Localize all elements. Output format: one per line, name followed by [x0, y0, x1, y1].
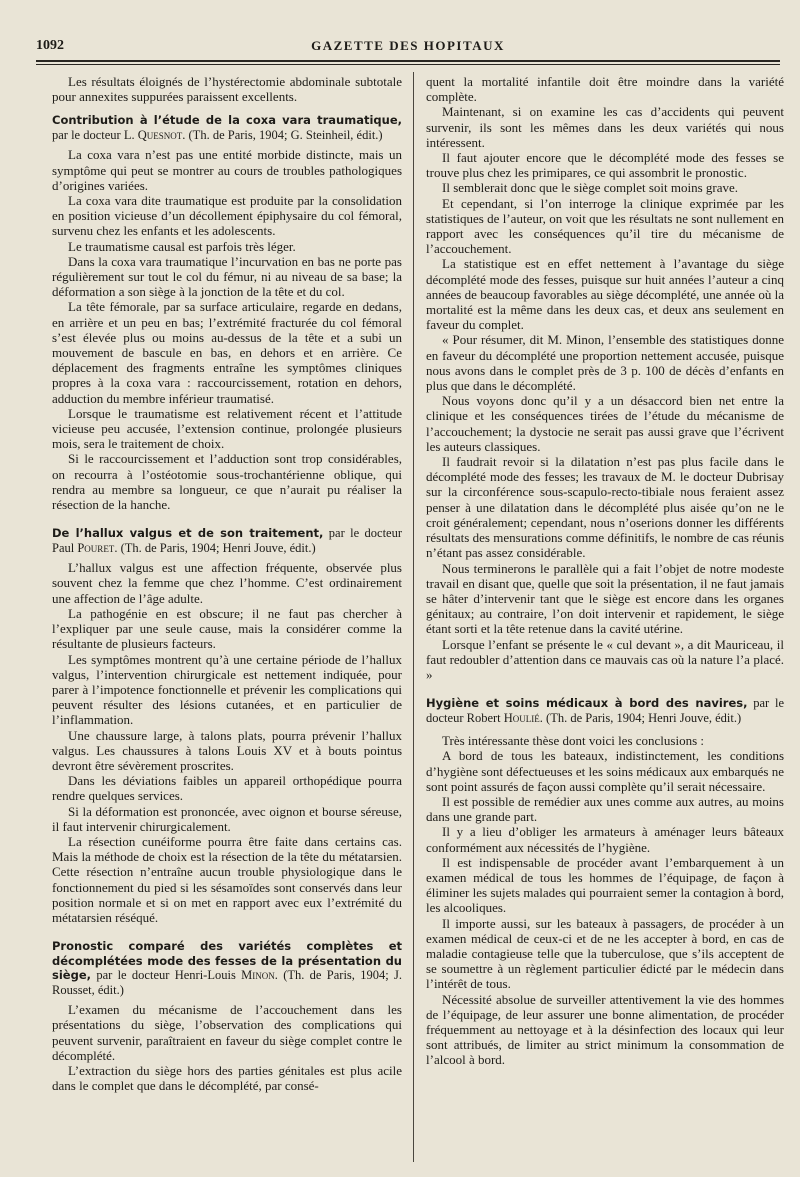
section-heading: Contribution à l’étude de la coxa vara traumatique, par le docteur L. Quesnot. (Th. de Paris, 1904; G. Steinheil, édit.)	[52, 113, 402, 142]
paragraph: Le traumatisme causal est parfois très léger.	[68, 238, 296, 254]
author-name: Houlié	[503, 710, 540, 725]
paragraph: Si la déformation est prononcée, avec oignon et bourse séreuse, il faut intervenir chirurgicalement.	[52, 803, 402, 834]
paragraph: La statistique est en effet nettement à l’avantage du siège décomplété mode des fesses, puisque sur huit années l’auteur a cinq années de beaucoup favorables au siège décomplété, une année où la mortalité est la même dans les deux cas, et deux ans seulement en faveur du complet.	[426, 256, 784, 333]
section-title: De l’hallux valgus et de son traitement,	[52, 526, 324, 541]
section-heading: De l’hallux valgus et de son traitement, par le docteur Paul Pouret. (Th. de Paris, 1904; Henri Jouve, édit.)	[52, 526, 402, 555]
page-number: 1092	[36, 38, 64, 53]
section-heading: Hygiène et soins médicaux à bord des navires, par le docteur Robert Houlié. (Th. de Paris, 1904; Henri Jouve, édit.)	[426, 696, 784, 725]
paragraph: Maintenant, si on examine les cas d’accidents qui peuvent survenir, ils sont les mêmes dans les deux variétés qui nous intéressent.	[426, 104, 784, 150]
paragraph: Lorsque le traumatisme est relativement récent et l’attitude vicieuse peu accusée, l’extension continue, prolongée plusieurs mois, sera le traitement de choix.	[52, 405, 402, 452]
section-title: Contribution à l’étude de la coxa vara traumatique,	[52, 113, 402, 128]
paragraph: Il importe aussi, sur les bateaux à passagers, de procéder à un examen médical de ceux-ci et de ne les accepter à bord, en cas de maladie contagieuse telle que la tuberculose, que s’ils acceptent de se soumettre à un règlement particulier édicté par le médecin dans l’intérêt de tous.	[426, 915, 784, 992]
paragraph: Très intéressante thèse dont voici les conclusions :	[442, 733, 705, 749]
journal-title: GAZETTE DES HOPITAUX	[311, 38, 505, 53]
paragraph: Lorsque l’enfant se présente le « cul devant », a dit Mauriceau, il faut redoubler d’attention dans ce mauvais cas où la nature l’a placé. »	[426, 636, 784, 682]
author-name: Quesnot	[137, 127, 183, 142]
paragraph: Et cependant, si l’on interroge la clinique exprimée par les statistiques de l’auteur, on voit que les résultats ne sont nullement en rapport avec les conséquences qu’il tire du mécanisme de l’accouchement.	[426, 195, 784, 257]
section-title: Hygiène et soins médicaux à bord des navires,	[426, 696, 748, 711]
paragraph: quent la mortalité infantile doit être moindre dans la variété complète.	[426, 74, 784, 105]
paragraph: Dans les déviations faibles un appareil orthopédique pourra rendre quelques services.	[52, 773, 402, 804]
section-heading: Pronostic comparé des variétés complètes et décomplétées mode des fesses de la présentation du siège, par le docteur Henri-Louis Minon. (Th. de Paris, 1904; J. Rousset, édit.)	[52, 939, 402, 997]
paragraph: A bord de tous les bateaux, indistinctement, les conditions d’hygiène sont défectueuses et les soins médicaux aux embarqués ne sont point assurés de façon aussi complète qu’il serait nécessaire.	[426, 748, 784, 794]
paragraph: L’extraction du siège hors des parties génitales est plus acile dans le complet que dans le décomplété, par consé-	[52, 1062, 402, 1094]
paragraph: Une chaussure large, à talons plats, pourra prévenir l’hallux valgus. Les chaussures à talons Louis XV et à bouts pointus devront être sévèrement proscrites.	[52, 727, 402, 773]
paragraph: Il est possible de remédier aux unes comme aux autres, au moins dans une grande part.	[426, 793, 784, 825]
paragraph: Les symptômes montrent qu’à une certaine période de l’hallux valgus, l’intervention chirurgicale est nettement indiquée, pour parer à l’impotence fonctionnelle et prévenir les complications qui peuvent résulter des lésions cutanées, et en particulier de l’inflammation.	[52, 651, 402, 728]
paragraph: Il y a lieu d’obliger les armateurs à aménager leurs bâteaux conformément aux nécessités de l’hygiène.	[426, 824, 784, 855]
paragraph: Les résultats éloignés de l’hystérectomie abdominale subtotale pour annexites suppurées paraissent excellents.	[52, 74, 402, 105]
paragraph: Dans la coxa vara traumatique l’incurvation en bas ne porte pas régulièrement sur tout le col du fémur, ni au niveau de sa base; la déformation a son siège à la jonction de la tête et du col.	[52, 253, 402, 300]
paragraph: Il est indispensable de procéder avant l’embarquement à un examen médical de tous les hommes de l’équipage, de façon à éliminer les sujets malades qui pourraient semer la contagion à bord, les alcooliques.	[426, 854, 784, 916]
paragraph: Nous terminerons le parallèle qui a fait l’objet de notre modeste travail en disant que, quelle que soit la présentation, il ne faut jamais se hâter d’intervenir tant que le siège est encore dans les organes génitaux; au contraire, l’on doit intervenir et rapidement, le siège étant sorti et la tête retenue dans la cavité utérine.	[426, 560, 784, 637]
paragraph: La coxa vara dite traumatique est produite par la consolidation en position vicieuse d’un décollement épiphysaire du col fémoral, survenu chez les enfants et les adolescents.	[52, 193, 402, 239]
paragraph: L’hallux valgus est une affection fréquente, observée plus souvent chez la femme que chez l’homme. C’est ordinairement une affection de l’âge adulte.	[52, 560, 402, 606]
paragraph: Il faudrait revoir si la dilatation n’est pas plus facile dans le décomplété mode des fesses; les travaux de M. le docteur Dubrisay sur la circonférence sous-scapulo-recto-tibiale nous feraient assez penser à une dilatation dans le décomplété plus aisée qu’on ne le croit généralement; cependant, nous n’oserions donner les différents résultats des mensurations comme définitifs, le nombre de cas réunis n’étant pas assez considérable.	[426, 454, 784, 561]
header-rule-thin	[36, 64, 780, 65]
author-name: Pouret	[77, 540, 115, 555]
paragraph: La pathogénie en est obscure; il ne faut pas chercher à l’expliquer par une seule cause, mais la considérer comme la résultante de plusieurs facteurs.	[52, 605, 402, 652]
paragraph: L’examen du mécanisme de l’accouchement dans les présentations du siège, l’observation des complications qui peuvent survenir, paraîtraient en faveur du siège complet contre le décomplété.	[52, 1002, 402, 1063]
header-rule	[36, 60, 780, 62]
paragraph: « Pour résumer, dit M. Minon, l’ensemble des statistiques donne en faveur du décomplété une proportion nettement accusée, puisque nous avons dans le complet près de 3 p. 100 de décès d’enfants en plus que dans le décomplété.	[426, 332, 784, 394]
left-column	[52, 74, 402, 1093]
running-header	[36, 28, 780, 54]
paragraph: Nous voyons donc qu’il y a un désaccord bien net entre la clinique et les conséquences tirées de l’étude du mécanisme de l’accouchement; la dystocie ne serait pas aussi grave que l’écrivent les auteurs classiques.	[426, 393, 784, 454]
right-column	[426, 74, 784, 1068]
paragraph: Il semblerait donc que le siège complet soit moins grave.	[442, 180, 739, 196]
section-title: Pronostic comparé des variétés complètes et décomplétées mode des fesses de la présentation du siège,	[52, 939, 402, 983]
paragraph: La résection cunéiforme pourra être faite dans certains cas. Mais la méthode de choix est la résection de la tête du métatarsien. Cette résection n’entraîne aucun trouble physiologique dans le fonctionnement du pied si les sésamoïdes sont conservés dans leur position normale et si on met en rapport avec eux l’extrémité du métatarsien réséqué.	[52, 833, 402, 925]
author-name: Minon	[241, 968, 275, 983]
paragraph: Il faut ajouter encore que le décomplété mode des fesses se trouve plus chez les primipares, ce qui assombrit le pronostic.	[426, 150, 784, 181]
paragraph: La coxa vara n’est pas une entité morbide distincte, mais un symptôme qui peut se montrer au cours de troubles pathologiques d’origines variées.	[52, 147, 402, 193]
paragraph: Nécessité absolue de surveiller attentivement la vie des hommes de l’équipage, de leur assurer une bonne alimentation, de procéder fréquemment au nettoyage et à la désinfection des locaux qui leur sont attribués, de limiter au strict minimum la consommation de l’alcool à bord.	[426, 991, 784, 1068]
paragraph: La tête fémorale, par sa surface articulaire, regarde en dedans, en arrière et un peu en bas; l’extrémité fracturée du col fémoral s’est élevée plus ou moins au-dessus de la tête et a subi un mouvement de bascule en bas, en dehors et en arrière. Ce déplacement des fragments entraîne les symptômes cliniques propres à la coxa vara : raccourcissement, rotation en dehors, adduction du membre inférieur traumatisé.	[52, 299, 402, 406]
column-divider	[413, 72, 414, 1162]
paragraph: Si le raccourcissement et l’adduction sont trop considérables, on recourra à l’ostéotomie sous-trochantérienne oblique, qui rendra au membre sa longueur, ce que n’aurait pu réaliser la résection de la hanche.	[52, 451, 402, 513]
